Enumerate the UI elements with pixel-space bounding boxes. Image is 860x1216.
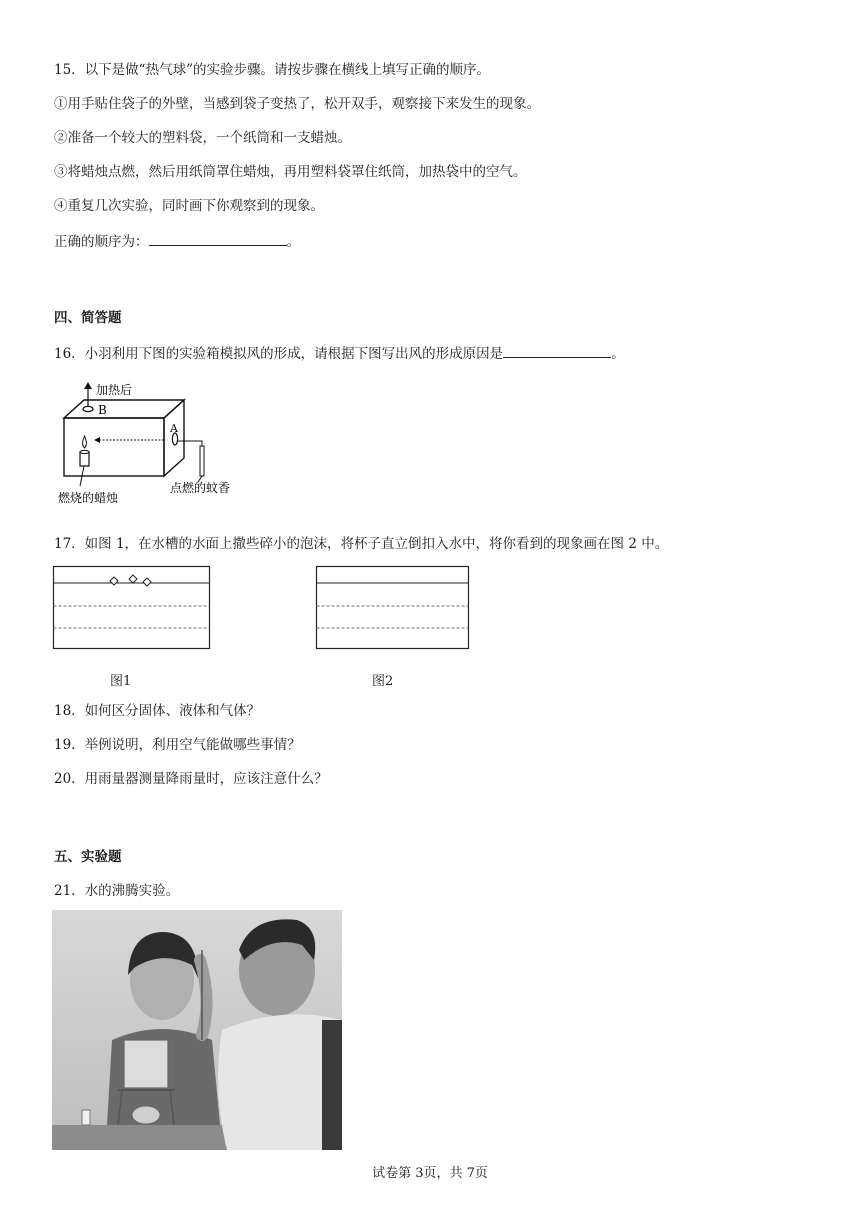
label-burning-candle: 燃烧的蜡烛 [58, 491, 119, 505]
q17-stem: 17．如图 1，在水槽的水面上撒些碎小的泡沫，将杯子直立倒扣入水中，将你看到的现象画在图 2 中。 [54, 536, 669, 552]
section-5-title: 五、实验题 [54, 849, 122, 865]
q16-answer-blank[interactable] [503, 343, 611, 358]
q20-text: 20．用雨量器测量降雨量时，应该注意什么？ [54, 771, 328, 787]
boiling-experiment-photo [52, 910, 342, 1150]
q21-text: 21．水的沸腾实验。 [54, 883, 180, 899]
q15-step-4: ④重复几次实验，同时画下你观察到的现象。 [54, 198, 324, 214]
label-hole-a: A [170, 422, 178, 435]
q15-step-1: ①用手贴住袋子的外壁，当感到袋子变热了，松开双手，观察接下来发生的现象。 [54, 96, 540, 112]
section-4-title: 四、简答题 [54, 310, 122, 326]
label-incense: 点燃的蚊香 [170, 481, 231, 495]
q15-answer-line [54, 231, 300, 251]
q15-step-2: ②准备一个较大的塑料袋，一个纸筒和一支蜡烛。 [54, 130, 351, 146]
label-hole-b: B [98, 403, 107, 417]
q15-answer-blank[interactable] [149, 231, 287, 246]
q16-stem: 16．小羽利用下图的实验箱模拟风的形成，请根据下图写出风的形成原因是 [54, 346, 504, 362]
figure-1-water-tank [52, 565, 212, 651]
label-after-heating: 加热后 [96, 383, 133, 397]
q18-text: 18．如何区分固体、液体和气体？ [54, 703, 261, 719]
q15-answer-suffix: 。 [286, 234, 300, 250]
q15-answer-prefix: 正确的顺序为： [54, 234, 149, 250]
page-footer: 试卷第 3页，共 7页 [372, 1166, 488, 1181]
q15-stem: 15．以下是做“热气球”的实验步骤。请按步骤在横线上填写正确的顺序。 [54, 62, 490, 78]
q15-step-3: ③将蜡烛点燃，然后用纸筒罩住蜡烛，再用塑料袋罩住纸筒，加热袋中的空气。 [54, 164, 527, 180]
q16-stem-line [54, 343, 625, 363]
figure-2-water-tank[interactable] [315, 565, 471, 651]
wind-box-figure [52, 378, 252, 510]
q16-suffix: 。 [611, 346, 625, 362]
figure-2-caption: 图2 [372, 674, 394, 689]
q19-text: 19．举例说明，利用空气能做哪些事情？ [54, 737, 301, 753]
figure-1-caption: 图1 [110, 674, 132, 689]
